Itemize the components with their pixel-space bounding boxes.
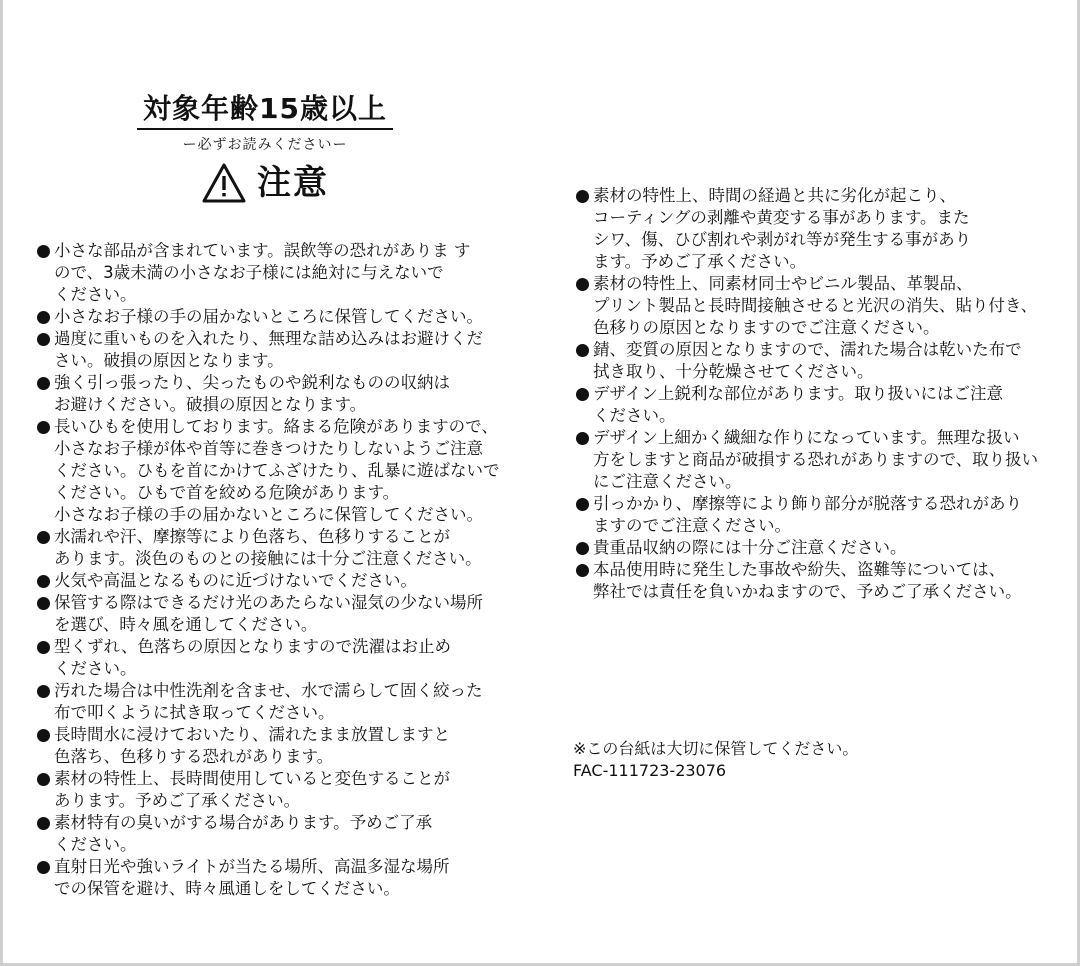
bullet-dot-icon bbox=[576, 344, 589, 357]
item-text: 引っかかり、摩擦等により飾り部分が脱落する恐れがあり ますのでご注意ください。 bbox=[593, 494, 1022, 535]
list-item bbox=[575, 537, 1055, 559]
list-item bbox=[36, 768, 516, 812]
bullet-dot-icon bbox=[576, 278, 589, 291]
warning-triangle-icon bbox=[201, 162, 247, 204]
list-item bbox=[575, 559, 1055, 603]
bullet-dot-icon bbox=[37, 861, 50, 874]
bullet-dot-icon bbox=[37, 531, 50, 544]
age-title: 対象年齢15歳以上 bbox=[137, 92, 393, 130]
list-item bbox=[36, 812, 516, 856]
item-text: 小さな部品が含まれています。誤飲等の恐れがありま す ので、3歳未満の小さなお子様には絶対に与えないで ください。 bbox=[54, 241, 471, 304]
list-item bbox=[575, 427, 1055, 493]
item-text: 素材の特性上、同素材同士やビニル製品、革製品、 プリント製品と長時間接触させると光沢の消失、貼り付き、 色移りの原因となりますのでご注意ください。 bbox=[593, 274, 1038, 337]
list-item bbox=[36, 328, 516, 372]
bullet-dot-icon bbox=[576, 564, 589, 577]
item-text: 保管する際はできるだけ光のあたらない湿気の少ない場所 を選び、時々風を通してください。 bbox=[54, 593, 483, 634]
list-item bbox=[575, 339, 1055, 383]
item-text: 強く引っ張ったり、尖ったものや鋭利なものの収納は お避けください。破損の原因となります。 bbox=[54, 373, 450, 414]
bullet-dot-icon bbox=[37, 729, 50, 742]
bullet-dot-icon bbox=[576, 542, 589, 555]
list-item bbox=[36, 372, 516, 416]
item-text: 素材特有の臭いがする場合があります。予めご了承 ください。 bbox=[54, 813, 433, 854]
item-text: デザイン上細かく繊細な作りになっています。無理な扱い 方をしますと商品が破損する恐れがありますので、取り扱い にご注意ください。 bbox=[593, 428, 1039, 491]
bullet-dot-icon bbox=[576, 432, 589, 445]
list-item bbox=[36, 856, 516, 900]
item-text: デザイン上鋭利な部位があります。取り扱いにはご注意 ください。 bbox=[593, 384, 1004, 425]
list-item bbox=[575, 185, 1055, 273]
item-text: 火気や高温となるものに近づけないでください。 bbox=[54, 571, 417, 590]
bullet-dot-icon bbox=[37, 597, 50, 610]
left-column bbox=[36, 240, 516, 900]
list-item bbox=[36, 636, 516, 680]
item-text: 長いひもを使用しております。絡まる危険がありますので、 小さなお子様が体や首等に巻きつけたりしないようご注意 ください。ひもを首にかけてふざけたり、乱暴に遊ばないで ください。ひもで首を絞める危険があります。 bbox=[54, 417, 500, 502]
item-text: 型くずれ、色落ちの原因となりますので洗濯はお止め ください。 bbox=[54, 637, 451, 678]
item-text: 水濡れや汗、摩擦等により色落ち、色移りすることが あります。淡色のものとの接触には十分ご注意ください。 bbox=[54, 527, 482, 568]
bullet-dot-icon bbox=[37, 817, 50, 830]
list-item bbox=[36, 416, 516, 504]
list-item bbox=[575, 493, 1055, 537]
item-text: 素材の特性上、時間の経過と共に劣化が起こり、 コーティングの剥離や黄変する事があります。また シワ、傷、ひび割れや剥がれ等が発生する事があり ます。予めご了承ください。 bbox=[593, 186, 972, 271]
right-column bbox=[575, 185, 1055, 603]
list-item bbox=[36, 724, 516, 768]
caution-heading bbox=[125, 162, 405, 204]
list-item bbox=[36, 680, 516, 724]
storage-note bbox=[573, 738, 1053, 782]
bullet-dot-icon bbox=[37, 685, 50, 698]
item-text: 長時間水に浸けておいたり、濡れたまま放置しますと 色落ち、色移りする恐れがあります。 bbox=[54, 725, 450, 766]
list-item bbox=[36, 240, 516, 306]
product-code: FAC-111723-23076 bbox=[573, 761, 727, 780]
bullet-dot-icon bbox=[576, 498, 589, 511]
bullet-dot-icon bbox=[37, 575, 50, 588]
item-text: 直射日光や強いライトが当たる場所、高温多湿な場所 での保管を避け、時々風通しをしてください。 bbox=[54, 857, 450, 898]
read-notice: ー必ずお読みくださいー bbox=[182, 137, 348, 153]
item-text: 小さなお子様の手の届かないところに保管してください。 bbox=[54, 307, 483, 326]
item-text: 過度に重いものを入れたり、無理な詰め込みはお避けくだ さい。破損の原因となります。 bbox=[54, 329, 483, 370]
list-item bbox=[36, 526, 516, 570]
bullet-dot-icon bbox=[37, 311, 50, 324]
list-item bbox=[575, 273, 1055, 339]
item-text: 汚れた場合は中性洗剤を含ませ、水で濡らして固く絞った 布で叩くように拭き取ってください。 bbox=[54, 681, 483, 722]
list-item bbox=[36, 306, 516, 328]
item-text: 素材の特性上、長時間使用していると変色することが あります。予めご了承ください。 bbox=[54, 769, 450, 810]
caution-label: 注意 bbox=[257, 163, 329, 203]
header bbox=[125, 92, 405, 204]
item-continuation: 小さなお子様の手の届かないところに保管してください。 bbox=[54, 505, 483, 524]
list-item bbox=[575, 383, 1055, 427]
bullet-dot-icon bbox=[37, 421, 50, 434]
bullet-dot-icon bbox=[37, 245, 50, 258]
list-item bbox=[36, 592, 516, 636]
item-text: 本品使用時に発生した事故や紛失、盗難等については、 弊社では責任を負いかねますので、予めご了承ください。 bbox=[593, 560, 1022, 601]
item-text: 貴重品収納の際には十分ご注意ください。 bbox=[593, 538, 907, 557]
bullet-dot-icon bbox=[37, 377, 50, 390]
list-item bbox=[36, 570, 516, 592]
bullet-dot-icon bbox=[576, 388, 589, 401]
storage-note-text: ※この台紙は大切に保管してください。 bbox=[573, 739, 859, 758]
bullet-dot-icon bbox=[37, 641, 50, 654]
bullet-dot-icon bbox=[37, 773, 50, 786]
item-text: 錆、変質の原因となりますので、濡れた場合は乾いた布で 拭き取り、十分乾燥させてください。 bbox=[593, 340, 1022, 381]
bullet-dot-icon bbox=[37, 333, 50, 346]
bullet-dot-icon bbox=[576, 190, 589, 203]
